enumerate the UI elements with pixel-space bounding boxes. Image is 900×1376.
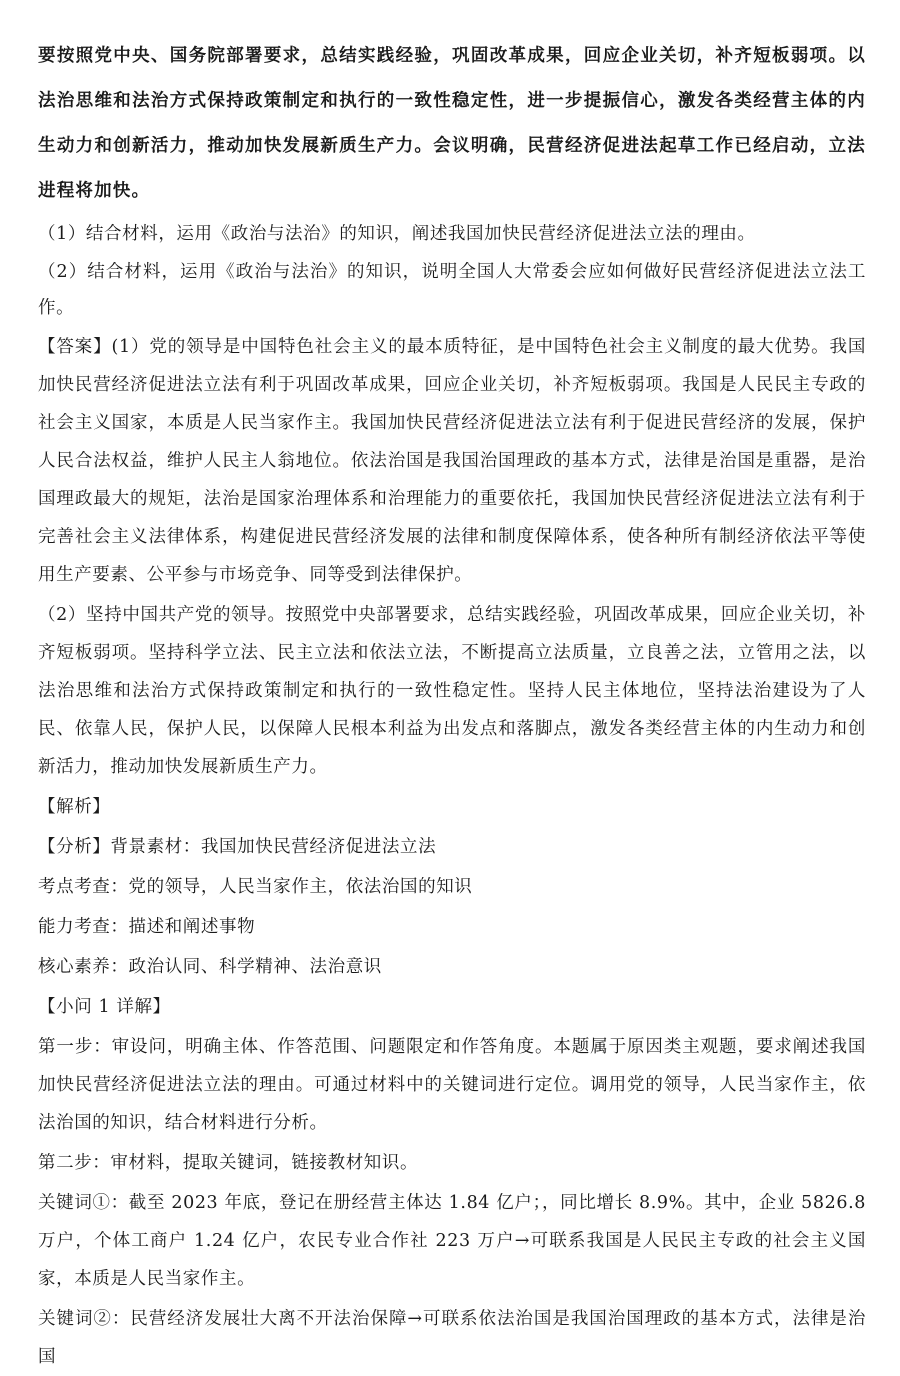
analysis-header: 【解析】 <box>38 797 111 817</box>
material-paragraph: 要按照党中央、国务院部署要求，总结实践经验，巩固改革成果，回应企业关切，补齐短板弱项。以法治思维和法治方式保持政策制定和执行的一致性稳定性，进一步提振信心，激发各类经营主体的内生动力和创新活力，推动加快发展新质生产力。会议明确，民营经济促进法起草工作已经启动，立法进程将加快。 <box>38 46 866 201</box>
step-1: 第一步：审设问，明确主体、作答范围、问题限定和作答角度。本题属于原因类主观题，要求阐述我国加快民营经济促进法立法的理由。可通过材料中的关键词进行定位。调用党的领导，人民当家作主，依法治国的知识，结合材料进行分析。 <box>38 1037 866 1133</box>
analysis-background: 【分析】背景素材：我国加快民营经济促进法立法 <box>38 837 437 857</box>
answer-2-paragraph: （2）坚持中国共产党的领导。按照党中央部署要求，总结实践经验，巩固改革成果，回应企业关切，补齐短板弱项。坚持科学立法、民主立法和依法立法，不断提高立法质量，立良善之法，立管用之法，以法治思维和法治方式保持政策制定和执行的一致性稳定性。坚持人民主体地位，坚持法治建设为了人民、依靠人民，保护人民，以保障人民根本利益为出发点和落脚点，激发各类经营主体的内生动力和创新活力，推动加快发展新质生产力。 <box>38 605 866 777</box>
answer-1-paragraph: 【答案】(1）党的领导是中国特色社会主义的最本质特征，是中国特色社会主义制度的最大优势。我国加快民营经济促进法立法有利于巩固改革成果，回应企业关切，补齐短板弱项。我国是人民民主专政的社会主义国家，本质是人民当家作主。我国加快民营经济促进法立法有利于促进民营经济的发展，保护人民合法权益，维护人民主人翁地位。依法治国是我国治国理政的基本方式，法律是治国是重器，是治国理政最大的规矩，法治是国家治理体系和治理能力的重要依托，我国加快民营经济促进法立法有利于完善社会主义法律体系，构建促进民营经济发展的法律和制度保障体系，使各种所有制经济依法平等使用生产要素、公平参与市场竞争、同等受到法律保护。 <box>38 337 866 585</box>
core-literacy: 核心素养：政治认同、科学精神、法治意识 <box>38 957 382 977</box>
question-1: （1）结合材料，运用《政治与法治》的知识，阐述我国加快民营经济促进法立法的理由。 <box>38 224 756 244</box>
keyword-1: 关键词①：截至 2023 年底，登记在册经营主体达 1.84 亿户；，同比增长 8.9%。其中，企业 5826.8 万户，个体工商户 1.24 亿户，农民专业合作社 223 万户→可联系我国是人民民主专政的社会主义国家，本质是人民当家作主。 <box>38 1193 866 1289</box>
question-2: （2）结合材料，运用《政治与法治》的知识，说明全国人大常委会应如何做好民营经济促进法立法工作。 <box>38 262 866 318</box>
exam-points: 考点考查：党的领导，人民当家作主，依法治国的知识 <box>38 877 473 897</box>
document-page <box>38 34 866 1376</box>
keyword-2: 关键词②：民营经济发展壮大离不开法治保障→可联系依法治国是我国治国理政的基本方式，法律是治国 <box>38 1309 866 1367</box>
ability-check: 能力考查：描述和阐述事物 <box>38 917 256 937</box>
sub-question-1-header: 【小问 1 详解】 <box>38 997 171 1017</box>
step-2: 第二步：审材料，提取关键词，链接教材知识。 <box>38 1153 419 1173</box>
